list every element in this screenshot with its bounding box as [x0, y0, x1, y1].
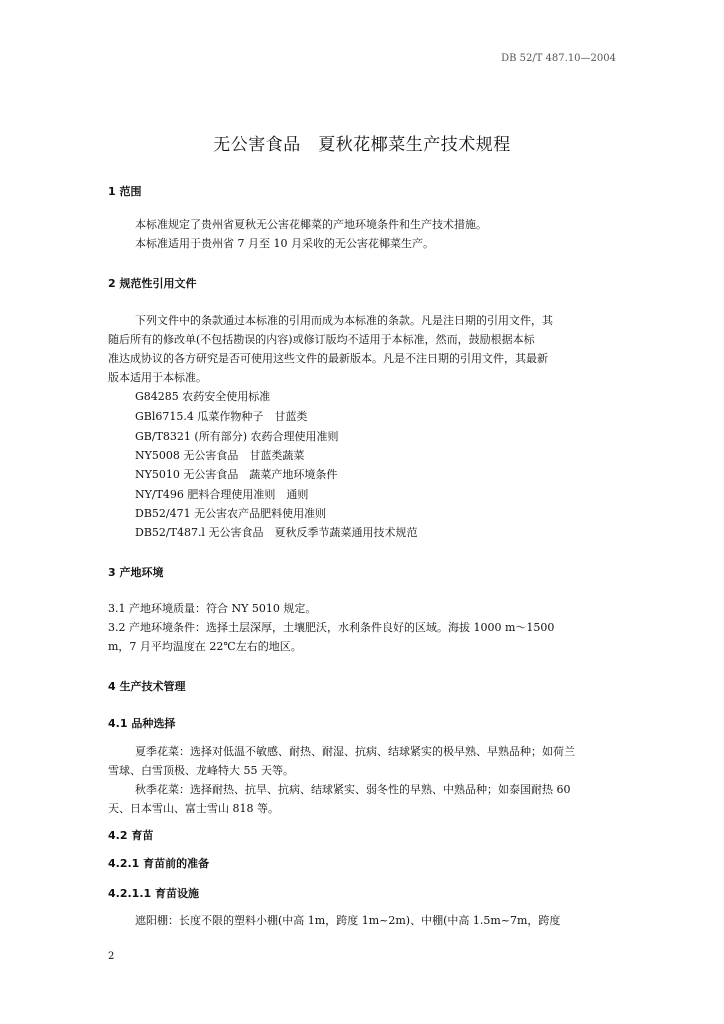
summer-variety-line-1: 夏季花菜：选择对低温不敏感、耐热、耐湿、抗病、结球紧实的极早熟、早熟品种；如荷兰 [135, 745, 575, 758]
section-3-heading: 3 产地环境 [108, 566, 164, 579]
section-4-2-1-heading: 4.2.1 育苗前的准备 [108, 857, 210, 870]
reference-item: G84285 农药安全使用标准 [135, 390, 271, 403]
autumn-variety-line-2: 天、日本雪山、富士雪山 818 等。 [108, 802, 279, 815]
section-2-line-2: 随后所有的修改单(不包括勘误的内容)或修订版均不适用于本标准，然而，鼓励根据本标 [108, 333, 535, 346]
section-4-2-1-1-heading: 4.2.1.1 育苗设施 [108, 887, 199, 900]
page-number: 2 [108, 951, 115, 962]
section-2-line-4: 版本适用于本标准。 [108, 371, 207, 384]
section-4-2-heading: 4.2 育苗 [108, 829, 154, 842]
summer-variety-line-2: 雪球、白雪顶极、龙峰特大 55 天等。 [108, 764, 294, 777]
reference-item: GB/T8321 (所有部分) 农药合理使用准则 [135, 430, 339, 443]
section-4-heading: 4 生产技术管理 [108, 680, 186, 693]
reference-item: NY/T496 肥料合理使用准则 通则 [135, 488, 309, 501]
autumn-variety-line-1: 秋季花菜：选择耐热、抗旱、抗病、结球紧实、弱冬性的早熟、中熟品种；如泰国耐热 60 [135, 783, 571, 796]
section-1-paragraph-2: 本标准适用于贵州省 7 月至 10 月采收的无公害花椰菜生产。 [135, 237, 434, 250]
section-3-2-line-2: m，7 月平均温度在 22℃左右的地区。 [108, 640, 302, 653]
reference-item: DB52/T487.l 无公害食品 夏秋反季节蔬菜通用技术规范 [135, 526, 418, 539]
section-2-line-3: 准达成协议的各方研究是否可使用这些文件的最新版本。凡是不注日期的引用文件，其最新 [108, 352, 548, 365]
shade-shed-line-1: 遮阳棚：长度不限的塑料小棚(中高 1m，跨度 1m~2m)、中棚(中高 1.5m~7m，跨度 [135, 914, 561, 927]
reference-item: NY5008 无公害食品 甘蓝类蔬菜 [135, 449, 305, 462]
section-3-2-line-1: 3.2 产地环境条件：选择土层深厚，土壤肥沃，水利条件良好的区域。海拔 1000 m～1500 [108, 621, 555, 634]
document-title: 无公害食品 夏秋花椰菜生产技术规程 [213, 135, 511, 155]
section-3-1-paragraph: 3.1 产地环境质量：符合 NY 5010 规定。 [108, 602, 317, 615]
reference-item: DB52/471 无公害农产品肥料使用准则 [135, 507, 327, 520]
reference-item: GBl6715.4 瓜菜作物种子 甘蓝类 [135, 410, 308, 423]
section-2-heading: 2 规范性引用文件 [108, 277, 197, 290]
standard-number: DB 52/T 487.10—2004 [501, 53, 616, 64]
section-2-line-1: 下列文件中的条款通过本标准的引用而成为本标准的条款。凡是注日期的引用文件，其 [135, 314, 553, 327]
section-1-heading: 1 范围 [108, 185, 142, 198]
reference-item: NY5010 无公害食品 蔬菜产地环境条件 [135, 468, 338, 481]
section-4-1-heading: 4.1 品种选择 [108, 717, 176, 730]
section-1-paragraph-1: 本标准规定了贵州省夏秋无公害花椰菜的产地环境条件和生产技术措施。 [135, 218, 487, 231]
